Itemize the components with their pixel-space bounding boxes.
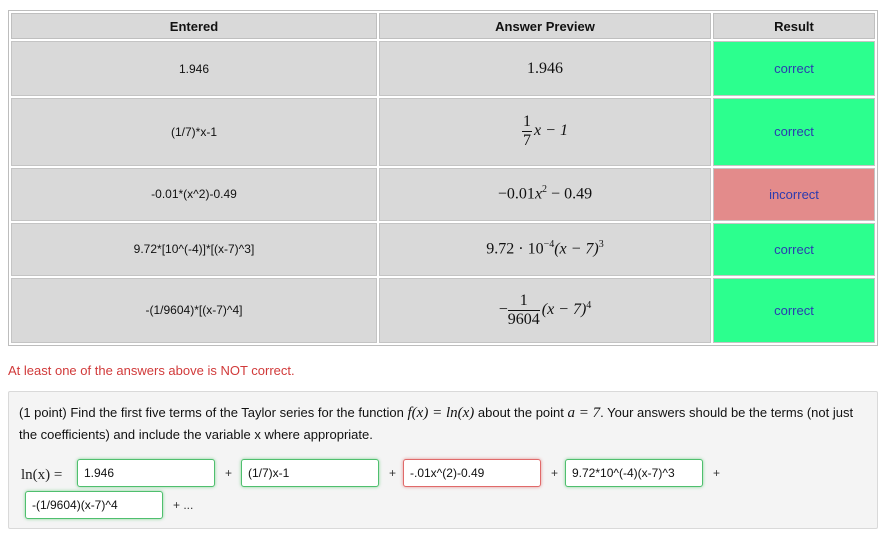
result-cell: correct xyxy=(713,98,875,165)
problem-text-part: Find the first five terms of the Taylor series for the function xyxy=(66,405,408,420)
preview-expression: x − 1 xyxy=(534,122,568,140)
entered-cell: 1.946 xyxy=(11,41,377,96)
table-row xyxy=(11,41,875,96)
preview-expression: (x − 7) xyxy=(554,240,599,258)
fraction-denominator: 9604 xyxy=(507,310,540,328)
preview-coefficient: 9.72 · 10 xyxy=(486,240,544,258)
ellipsis-sign: + ... xyxy=(173,498,194,512)
preview-cell: 1.946 xyxy=(379,41,711,96)
plus-sign: + xyxy=(713,466,721,480)
preview-exponent: −4 xyxy=(543,239,555,251)
header-result: Result xyxy=(713,13,875,39)
preview-cell xyxy=(379,168,711,221)
fraction xyxy=(508,293,540,328)
warning-message: At least one of the answers above is NOT correct. xyxy=(8,363,295,378)
problem-function: f(x) = ln(x) xyxy=(407,405,475,421)
problem-text-part: about the point xyxy=(474,405,568,420)
answer-input-4[interactable] xyxy=(565,459,703,487)
fraction-denominator: 7 xyxy=(523,132,532,150)
fraction xyxy=(522,114,532,149)
answer-input-5[interactable] xyxy=(25,491,163,519)
problem-box xyxy=(8,391,878,529)
preview-cell xyxy=(379,223,711,276)
preview-expression: (x − 7) xyxy=(541,301,587,318)
preview-sign: − xyxy=(498,301,508,318)
table-row xyxy=(11,98,875,165)
preview-exponent: 4 xyxy=(586,299,592,311)
result-cell: incorrect xyxy=(713,168,875,221)
entered-cell: 9.72*[10^(-4)]*[(x-7)^3] xyxy=(11,223,377,276)
preview-cell xyxy=(379,278,711,343)
table-row xyxy=(11,223,875,276)
plus-sign: + xyxy=(551,466,559,480)
entered-cell: -(1/9604)*[(x-7)^4] xyxy=(11,278,377,343)
answer-input-3[interactable] xyxy=(403,459,541,487)
fraction-numerator: 1 xyxy=(523,113,532,131)
answer-input-2[interactable] xyxy=(241,459,379,487)
result-cell: correct xyxy=(713,41,875,96)
answer-inputs xyxy=(19,459,867,529)
preview-exponent: 2 xyxy=(542,184,548,196)
table-row xyxy=(11,168,875,221)
preview-coefficient: −0.01 xyxy=(497,185,535,203)
table-row xyxy=(11,278,875,343)
result-cell: correct xyxy=(713,278,875,343)
preview-cell xyxy=(379,98,711,165)
preview-constant: − 0.49 xyxy=(547,185,593,203)
answer-label: ln(x) = xyxy=(21,467,63,483)
problem-text-part: . Your answers should be the terms (not just the coefficients) and include the variable x where appropriate. xyxy=(19,405,854,442)
answer-results-table xyxy=(8,10,878,346)
plus-sign: + xyxy=(225,466,233,480)
header-entered: Entered xyxy=(11,13,377,39)
result-cell: correct xyxy=(713,223,875,276)
preview-variable: x xyxy=(534,185,543,203)
preview-exponent: 3 xyxy=(598,239,604,251)
problem-points: (1 point) xyxy=(19,405,67,420)
header-answer-preview: Answer Preview xyxy=(379,13,711,39)
plus-sign: + xyxy=(389,466,397,480)
entered-cell: -0.01*(x^2)-0.49 xyxy=(11,168,377,221)
problem-statement xyxy=(19,402,867,445)
answer-input-1[interactable] xyxy=(77,459,215,487)
entered-cell: (1/7)*x-1 xyxy=(11,98,377,165)
fraction-numerator: 1 xyxy=(508,293,540,311)
problem-point: a = 7 xyxy=(567,405,601,421)
